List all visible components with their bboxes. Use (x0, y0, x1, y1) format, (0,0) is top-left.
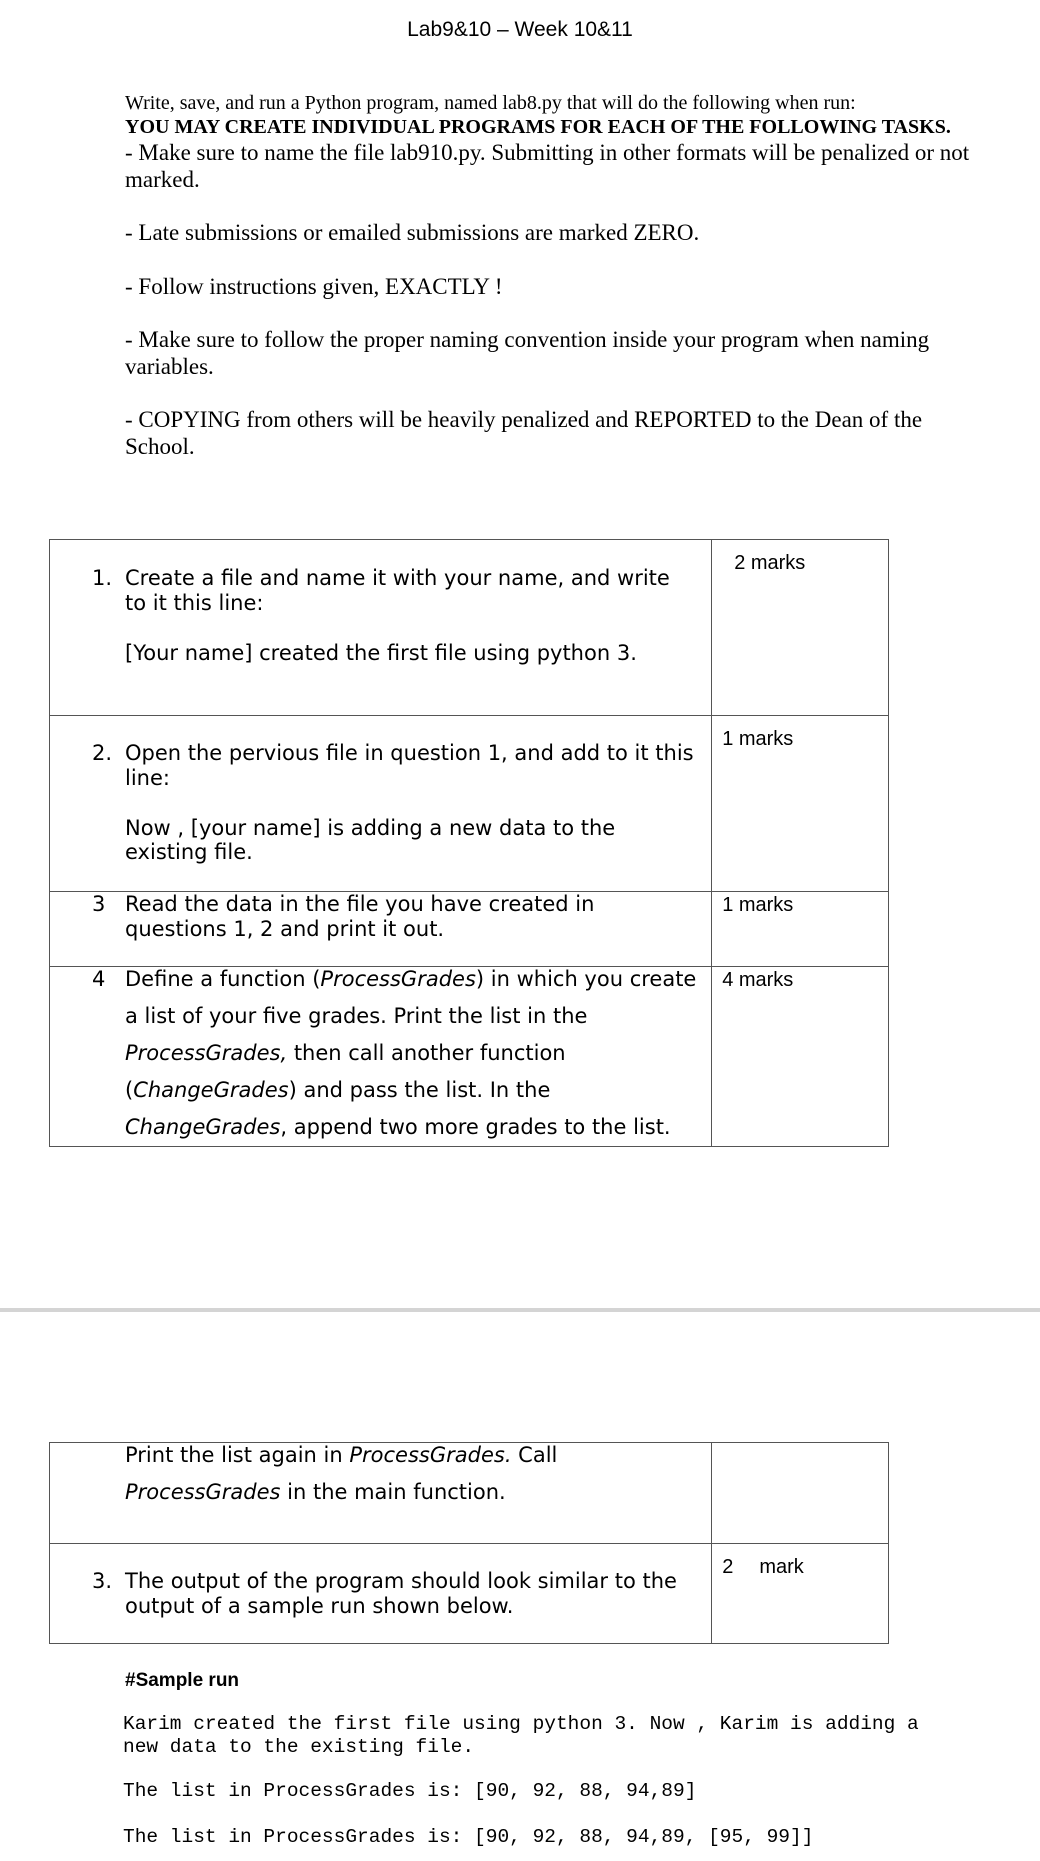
task-row (50, 1443, 889, 1544)
task-text: Read the data in the file you have created in questions 1, 2 and print it out. (125, 892, 595, 941)
task-row (50, 892, 889, 967)
intro-bold-note: YOU MAY CREATE INDIVIDUAL PROGRAMS FOR EACH OF THE FOLLOWING TASKS. (125, 115, 951, 138)
rule-item: - Late submissions or emailed submissions are marked ZERO. (125, 220, 700, 246)
function-name: ChangeGrades (133, 1078, 289, 1102)
function-name: ProcessGrades (320, 967, 476, 991)
page-divider (0, 1308, 1040, 1312)
marks-cell (712, 716, 889, 892)
text-run: Define a function ( (125, 967, 321, 991)
intro-line: Write, save, and run a Python program, named lab8.py that will do the following when run: (125, 92, 856, 114)
tasks-table-continued (49, 1442, 889, 1644)
text-run: ) and pass the list. In the (288, 1078, 551, 1102)
task-row (50, 716, 889, 892)
rule-item: - Make sure to name the file lab910.py. Submitting in other formats will be penalized or not marked. (125, 140, 970, 193)
text-run: , append two more grades to the list. (280, 1115, 671, 1139)
task-text: Open the pervious file in question 1, and add to it this line: (125, 741, 694, 790)
task-cell (50, 967, 712, 1147)
marks-label: 1 marks (722, 728, 794, 750)
task-row (50, 540, 889, 716)
task-number: 1. (92, 566, 113, 590)
task-row (50, 1544, 889, 1644)
marks-cell (712, 1544, 889, 1644)
task-number: 3. (92, 1569, 113, 1593)
rule-item: - Follow instructions given, EXACTLY ! (125, 273, 503, 299)
text-run: then call another function ( (125, 1041, 566, 1102)
marks-cell (712, 1443, 889, 1544)
task-row (50, 967, 889, 1147)
sample-output-line: Karim created the first file using python 3. Now , Karim is adding a new data to the existing file. (123, 1713, 931, 1759)
task-text: Create a file and name it with your name, and write to it this line: (125, 566, 670, 615)
sample-output-line: The list in ProcessGrades is: [90, 92, 88, 94,89] (123, 1780, 697, 1802)
text-run: Print the list again in (125, 1443, 350, 1467)
text-run: Call (511, 1443, 558, 1467)
marks-cell (712, 967, 889, 1147)
task-number: 2. (92, 741, 113, 765)
marks-cell (712, 540, 889, 716)
instructions (125, 92, 985, 486)
marks-label: 2 marks (734, 552, 806, 574)
marks-label: 1 marks (722, 894, 794, 916)
task-cell (50, 1443, 712, 1544)
marks-number: 2 (722, 1556, 734, 1578)
sample-run-title: #Sample run (125, 1670, 240, 1691)
sample-output-line: The list in ProcessGrades is: [90, 92, 88, 94,89, [95, 99]] (123, 1826, 814, 1848)
text-run: in the main function. (280, 1480, 506, 1504)
tasks-table (49, 539, 889, 1147)
function-name: ProcessGrades, (125, 1041, 288, 1065)
rule-item: - COPYING from others will be heavily penalized and REPORTED to the Dean of the School. (125, 406, 923, 460)
task-cell (50, 716, 712, 892)
task-number: 3 (92, 892, 106, 916)
task-quote: Now , [your name] is adding a new data to the existing file. (125, 815, 616, 865)
task-text: The output of the program should look similar to the output of a sample run shown below. (125, 1569, 677, 1618)
function-name: ProcessGrades. (349, 1443, 512, 1467)
rule-item: - Make sure to follow the proper naming convention inside your program when naming variables. (125, 326, 930, 379)
marks-cell (712, 892, 889, 967)
task-text (125, 1437, 697, 1511)
task-number: 4 (92, 967, 106, 991)
task-cell (50, 1544, 712, 1644)
function-name: ProcessGrades (125, 1480, 281, 1504)
task-quote: [Your name] created the first file using python 3. (125, 640, 637, 665)
task-cell (50, 892, 712, 967)
task-cell (50, 540, 712, 716)
function-name: ChangeGrades (125, 1115, 281, 1139)
task-text (125, 961, 697, 1146)
marks-label (712, 1544, 888, 1579)
page-title: Lab9&10 – Week 10&11 (407, 18, 633, 41)
marks-label: 4 marks (722, 969, 794, 991)
marks-word: mark (759, 1556, 804, 1578)
text-run: ) in which you create a list of your five grades. Print the list in the (125, 967, 697, 1028)
